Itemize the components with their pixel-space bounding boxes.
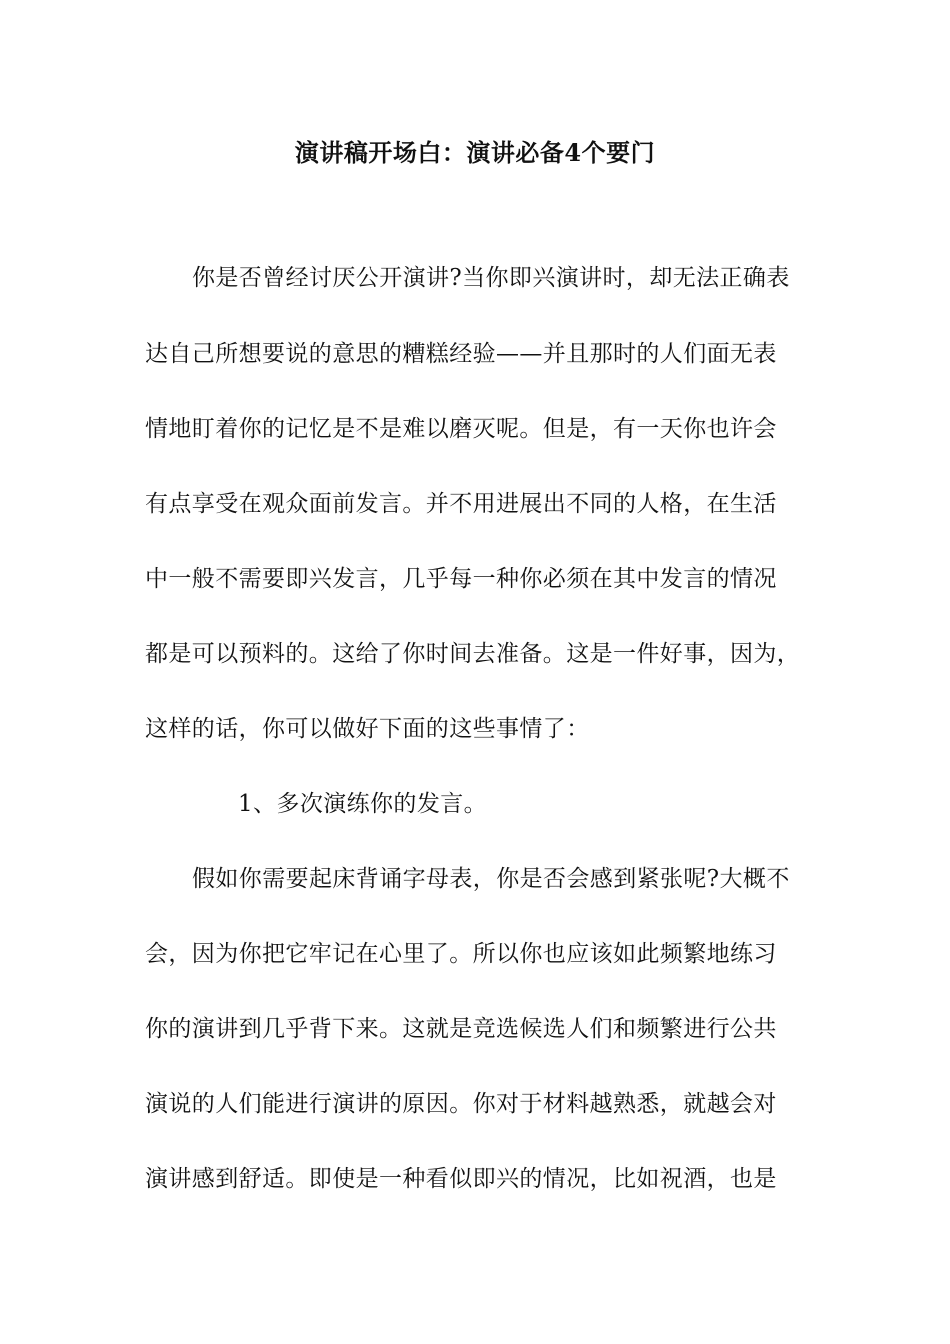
paragraph-line: 你的演讲到几乎背下来。这就是竞选候选人们和频繁进行公共 [145, 1016, 777, 1042]
paragraph-line: 中一般不需要即兴发言，几乎每一种你必须在其中发言的情况 [145, 566, 777, 592]
paragraph-line: 演说的人们能进行演讲的原因。你对于材料越熟悉，就越会对 [145, 1091, 777, 1117]
paragraph-line: 演讲感到舒适。即使是一种看似即兴的情况，比如祝酒，也是 [145, 1166, 777, 1192]
paragraph-line: 你是否曾经讨厌公开演讲?当你即兴演讲时，却无法正确表 [192, 265, 790, 291]
paragraph-line: 都是可以预料的。这给了你时间去准备。这是一件好事，因为， [145, 641, 801, 667]
paragraph-line: 有点享受在观众面前发言。并不用进展出不同的人格，在生活 [145, 491, 777, 517]
paragraph-line: 这样的话，你可以做好下面的这些事情了： [145, 716, 590, 742]
paragraph-line: 会，因为你把它牢记在心里了。所以你也应该如此频繁地练习 [145, 941, 777, 967]
paragraph-line: 情地盯着你的记忆是不是难以磨灭呢。但是，有一天你也许会 [145, 416, 777, 442]
paragraph-line: 假如你需要起床背诵字母表，你是否会感到紧张呢?大概不 [192, 866, 790, 892]
paragraph-line: 达自己所想要说的意思的糟糕经验——并且那时的人们面无表 [145, 341, 777, 367]
list-item-heading: 1、多次演练你的发言。 [238, 791, 488, 817]
document-title: 演讲稿开场白：演讲必备4个要门 [294, 138, 656, 167]
